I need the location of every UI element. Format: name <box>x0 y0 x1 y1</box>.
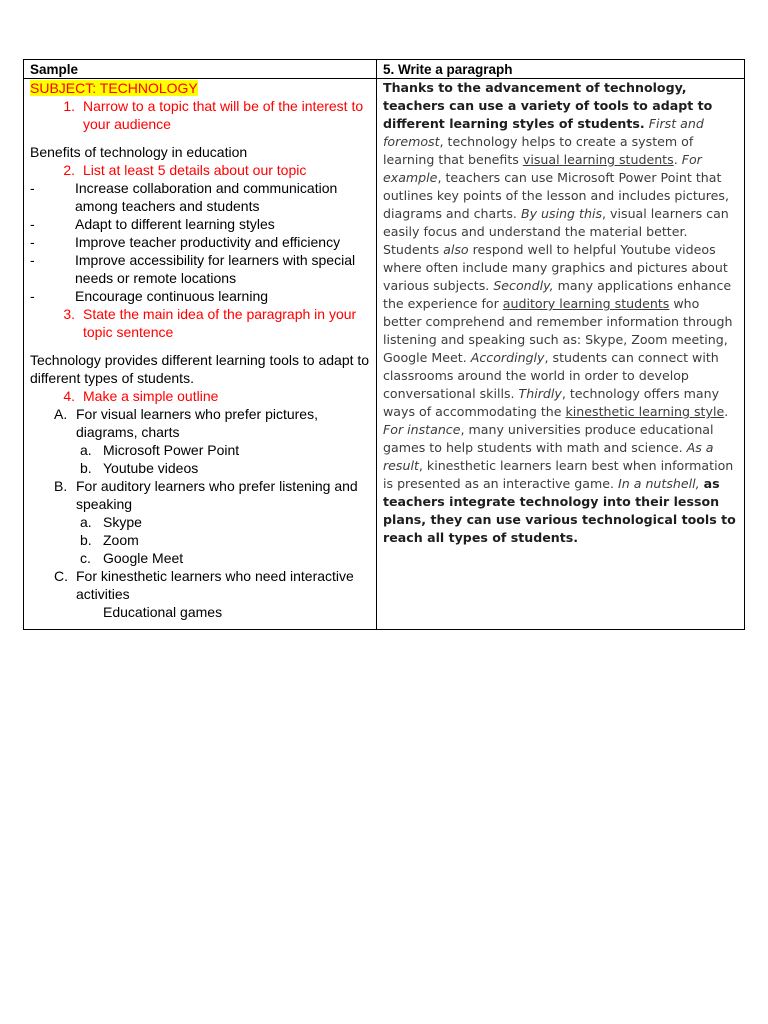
outline-sub-item: b. Zoom <box>80 532 139 548</box>
outline <box>30 405 370 621</box>
outline-item-c: C. For kinesthetic learners who need interactive activities <box>54 568 354 602</box>
paragraph-run: By using this <box>520 206 603 221</box>
list-item: - Encourage continuous learning <box>30 288 269 304</box>
header-row <box>24 60 745 79</box>
details-list <box>30 179 370 305</box>
step-1: 1. Narrow to a topic that will be of the interest to your audience <box>63 98 364 132</box>
write-paragraph-header: 5. Write a paragraph <box>377 60 745 79</box>
step-2: 2. List at least 5 details about our topic <box>63 162 307 178</box>
paragraph-run: . <box>673 152 682 167</box>
content-row <box>24 79 745 630</box>
outline-sub-item: a. Microsoft Power Point <box>80 442 240 458</box>
paragraph-run: , kinesthetic learners learn best when information is presented as an interactive game. <box>383 458 734 491</box>
list-item: - Improve accessibility for learners with special needs or remote locations <box>30 252 356 286</box>
subject-label: SUBJECT: TECHNOLOGY <box>30 80 198 96</box>
paragraph-run: Thanks to the advancement of technology, teachers can use a variety of tools to adapt to different learning styles of students. <box>383 80 713 131</box>
paragraph-run: Accordingly <box>470 350 545 365</box>
paragraph-run: First and foremost <box>383 116 704 149</box>
paragraph-run: also <box>443 242 469 257</box>
paragraph-run: . <box>724 404 729 419</box>
sample-paragraph <box>383 79 740 547</box>
sample-cell <box>24 79 377 630</box>
paragraph-run: , technology offers many ways of accommodating the <box>383 386 720 419</box>
paragraph-run: visual learning students <box>522 152 674 167</box>
list-item: - Improve teacher productivity and efficiency <box>30 234 341 250</box>
paragraph-run: For instance <box>383 422 461 437</box>
outline-extra-item: Educational games <box>103 604 223 620</box>
list-item: - Increase collaboration and communication among teachers and students <box>30 180 338 214</box>
outline-sub-item: b. Youtube videos <box>80 460 199 476</box>
outline-sub-item: c. Google Meet <box>80 550 184 566</box>
paragraph-run: Thirdly <box>518 386 562 401</box>
paragraph-run: many applications enhance the experience for <box>383 278 732 311</box>
list-item: - Adapt to different learning styles <box>30 216 275 232</box>
paragraph-run: who better comprehend and remember information through listening and speaking such as: Skype, Zoom meeting, Google Meet. <box>383 296 733 365</box>
paragraph-run: , visual learners can easily focus and understand the material better. Students <box>383 206 729 257</box>
paragraph-run: , teachers can use Microsoft Power Point that outlines key points of the lesson and includes pictures, diagrams and charts. <box>383 170 729 221</box>
paragraph-cell <box>377 79 745 630</box>
outline-item-a: A. For visual learners who prefer pictures, diagrams, charts <box>54 406 318 440</box>
paragraph-run: respond well to helpful Youtube videos where often include many graphics and pictures about various subjects. <box>383 242 728 293</box>
worksheet-table <box>23 59 745 630</box>
main-idea-text: Technology provides different learning tools to adapt to different types of students. <box>30 352 370 386</box>
paragraph-run: , many universities produce educational games to help students with math and science. <box>383 422 714 455</box>
step-3: 3. State the main idea of the paragraph in your topic sentence <box>63 306 357 340</box>
paragraph-run: kinesthetic learning style <box>565 404 725 419</box>
paragraph-run: In a nutshell, <box>618 476 700 491</box>
sample-header: Sample <box>24 60 377 79</box>
outline-sub-item: a. Skype <box>80 514 142 530</box>
topic-text: Benefits of technology in education <box>30 144 248 160</box>
paragraph-run: , students can connect with classrooms around the world in order to develop conversational skills. <box>383 350 719 401</box>
outline-item-b: B. For auditory learners who prefer listening and speaking <box>54 478 358 512</box>
step-4: 4. Make a simple outline <box>63 388 219 404</box>
paragraph-run: As a result <box>383 440 714 473</box>
paragraph-run: as teachers integrate technology into their lesson plans, they can use various technological tools to reach all types of students. <box>383 476 736 545</box>
paragraph-run: auditory learning students <box>502 296 670 311</box>
paragraph-run: , technology helps to create a system of learning that benefits <box>383 134 694 167</box>
paragraph-run: For example <box>383 152 702 185</box>
paragraph-run: Secondly, <box>493 278 554 293</box>
